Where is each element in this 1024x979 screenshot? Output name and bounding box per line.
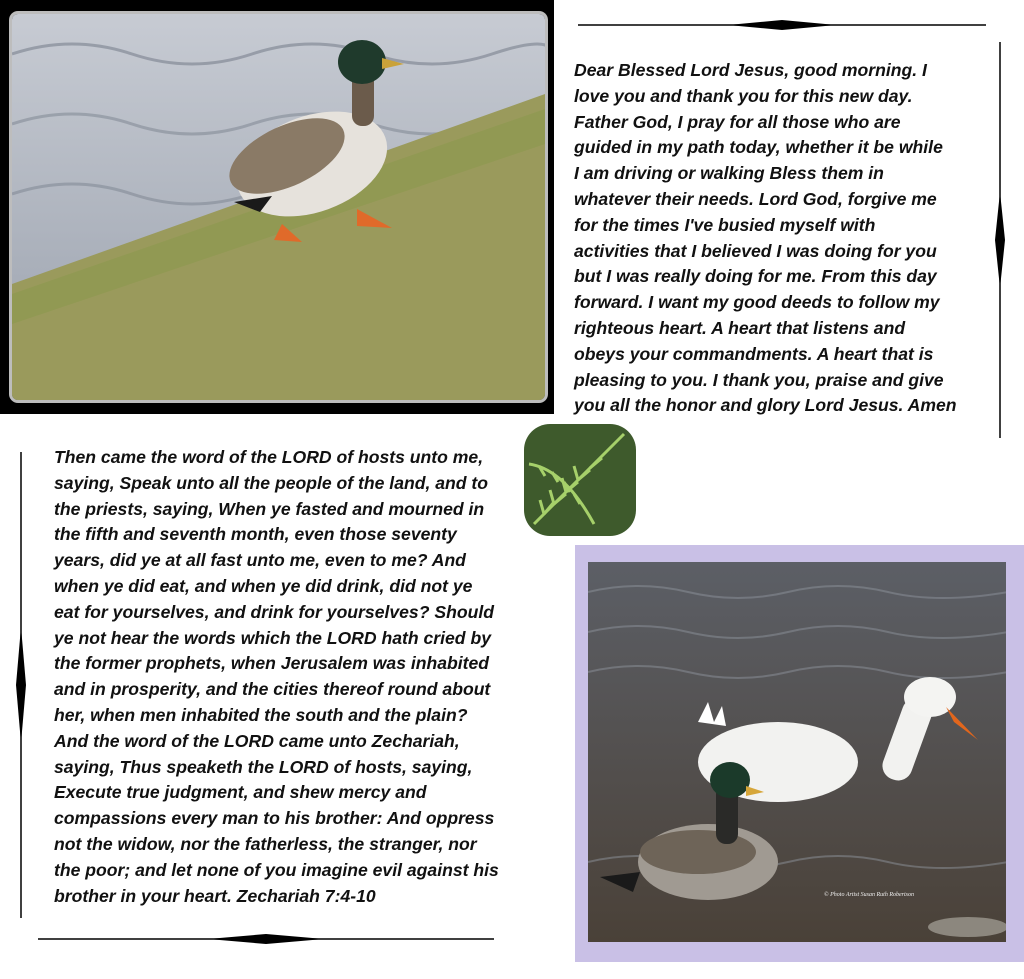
scripture-text: Then came the word of the LORD of hosts unto me, saying, Speak unto all the people of the land, and to the priests, saying, When ye fasted and mourned in the fifth and seventh month, even those seventy years, did ye at all fast unto me, even to me? And when ye did eat, and when ye did drink, did not ye eat for yourselves, and drink for yourselves? Should ye not hear the words which the LORD hath cried by the former prophets, when Jerusalem was inhabited and in prosperity, and the cities thereof round about her, when men inhabited the south and the plain? And the word of the LORD came unto Zechariah, saying, Thus speaketh the LORD of hosts, saying, Execute true judgment, and shew mercy and compassions every man to his brother: And oppress not the widow, nor the fatherless, the stranger, nor the poor; and let none of you imagine evil against his brother in your heart. Zechariah 7:4-10 xyxy=(54,447,499,906)
fern-image xyxy=(524,424,636,536)
duck-on-grass-photo-frame xyxy=(0,0,554,414)
duck-on-grass-photo xyxy=(12,14,545,400)
prayer-text: Dear Blessed Lord Jesus, good morning. I love you and thank you for this new day. Father God, I pray for all those who are guided in my path today, whether it be while I am driving or walking Bless them in whatever their needs. Lord God, forgive me for the times I've busied myself with activities that I believed I was doing for you but I was really doing for me. From this day forward. I want my good deeds to follow my righteous heart. A heart that listens and obeys your commandments. A heart that is pleasing to you. I thank you, praise and give you all the honor and glory Lord Jesus. Amen xyxy=(574,60,957,416)
ducks-swimming-photo xyxy=(588,562,1006,942)
bottom-divider xyxy=(38,932,494,946)
left-divider xyxy=(14,452,28,918)
photo-watermark: © Photo Artist Susan Ruth Robertson xyxy=(824,892,914,898)
right-divider xyxy=(993,42,1007,438)
top-divider xyxy=(578,18,986,32)
